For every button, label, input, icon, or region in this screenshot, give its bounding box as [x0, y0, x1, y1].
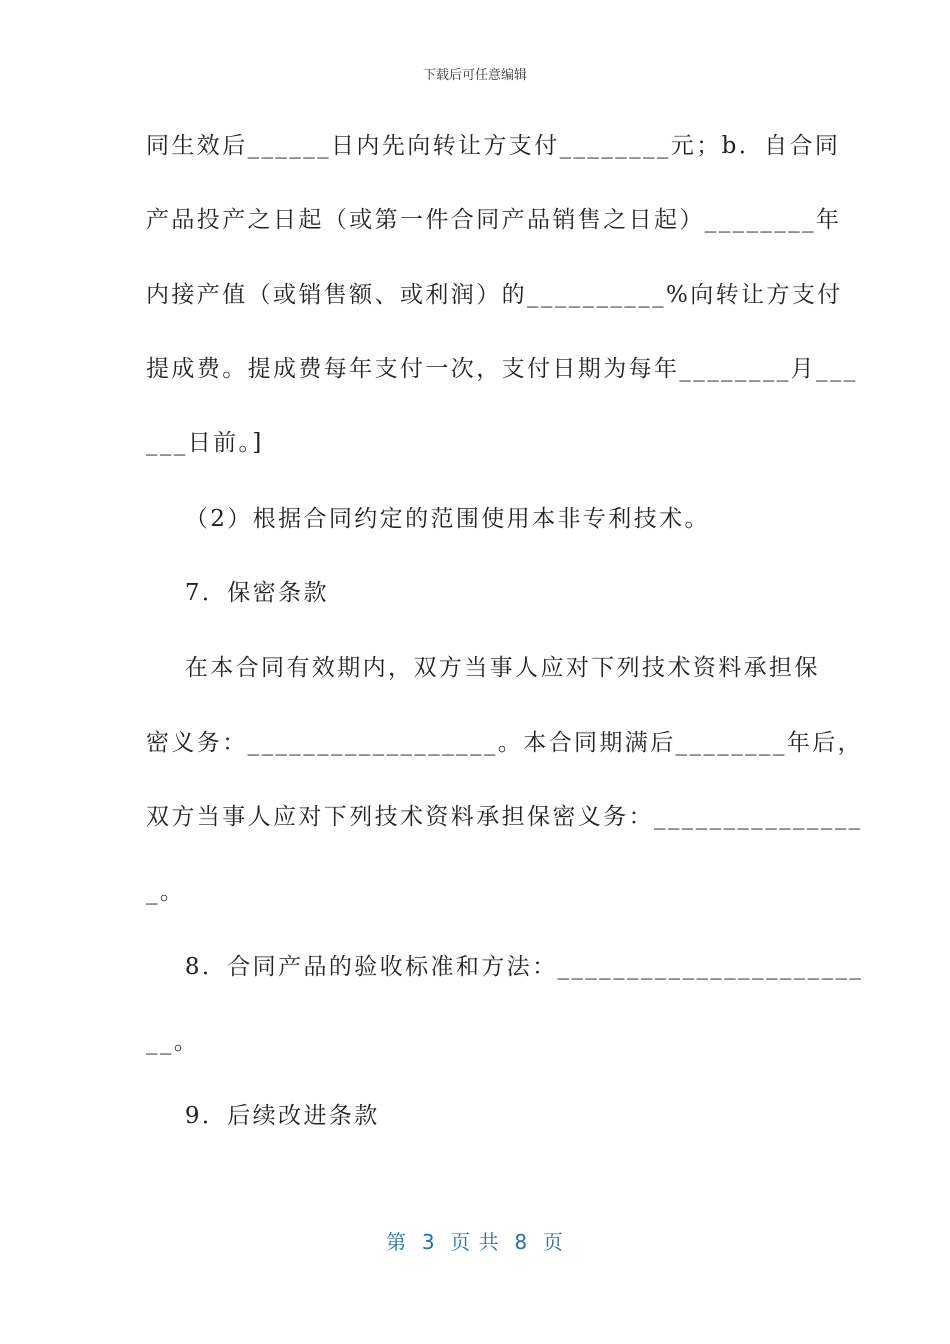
body-line: （2）根据合同约定的范围使用本非专利技术。 [146, 506, 710, 532]
body-line: 在本合同有效期内，双方当事人应对下列技术资料承担保 [146, 655, 820, 681]
body-line: 密义务：__________________。本合同期满后________年后， [146, 730, 863, 756]
body-line: 双方当事人应对下列技术资料承担保密义务：_______________ [146, 804, 863, 830]
body-line: ___日前。] [146, 430, 264, 456]
body-line: 内接产值（或销售额、或利润）的__________%向转让方支付 [146, 282, 843, 308]
body-line: __。 [146, 1029, 200, 1055]
page-header-note: 下载后可任意编辑 [422, 68, 527, 83]
body-line: _。 [146, 879, 186, 905]
section-heading-9: 9．后续改进条款 [146, 1103, 380, 1129]
section-heading-7: 7．保密条款 [146, 580, 329, 606]
page-number-footer [0, 1226, 950, 1255]
body-line: 提成费。提成费每年支付一次，支付日期为每年________月___ [146, 356, 858, 382]
body-line: 同生效后______日内先向转让方支付________元；b．自合同 [146, 133, 841, 159]
section-heading-8: 8．合同产品的验收标准和方法：______________________ [146, 954, 864, 980]
page-number-label: 第 3 页 共 8 页 [386, 1230, 564, 1254]
body-line: 产品投产之日起（或第一件合同产品销售之日起）________年 [146, 207, 842, 233]
